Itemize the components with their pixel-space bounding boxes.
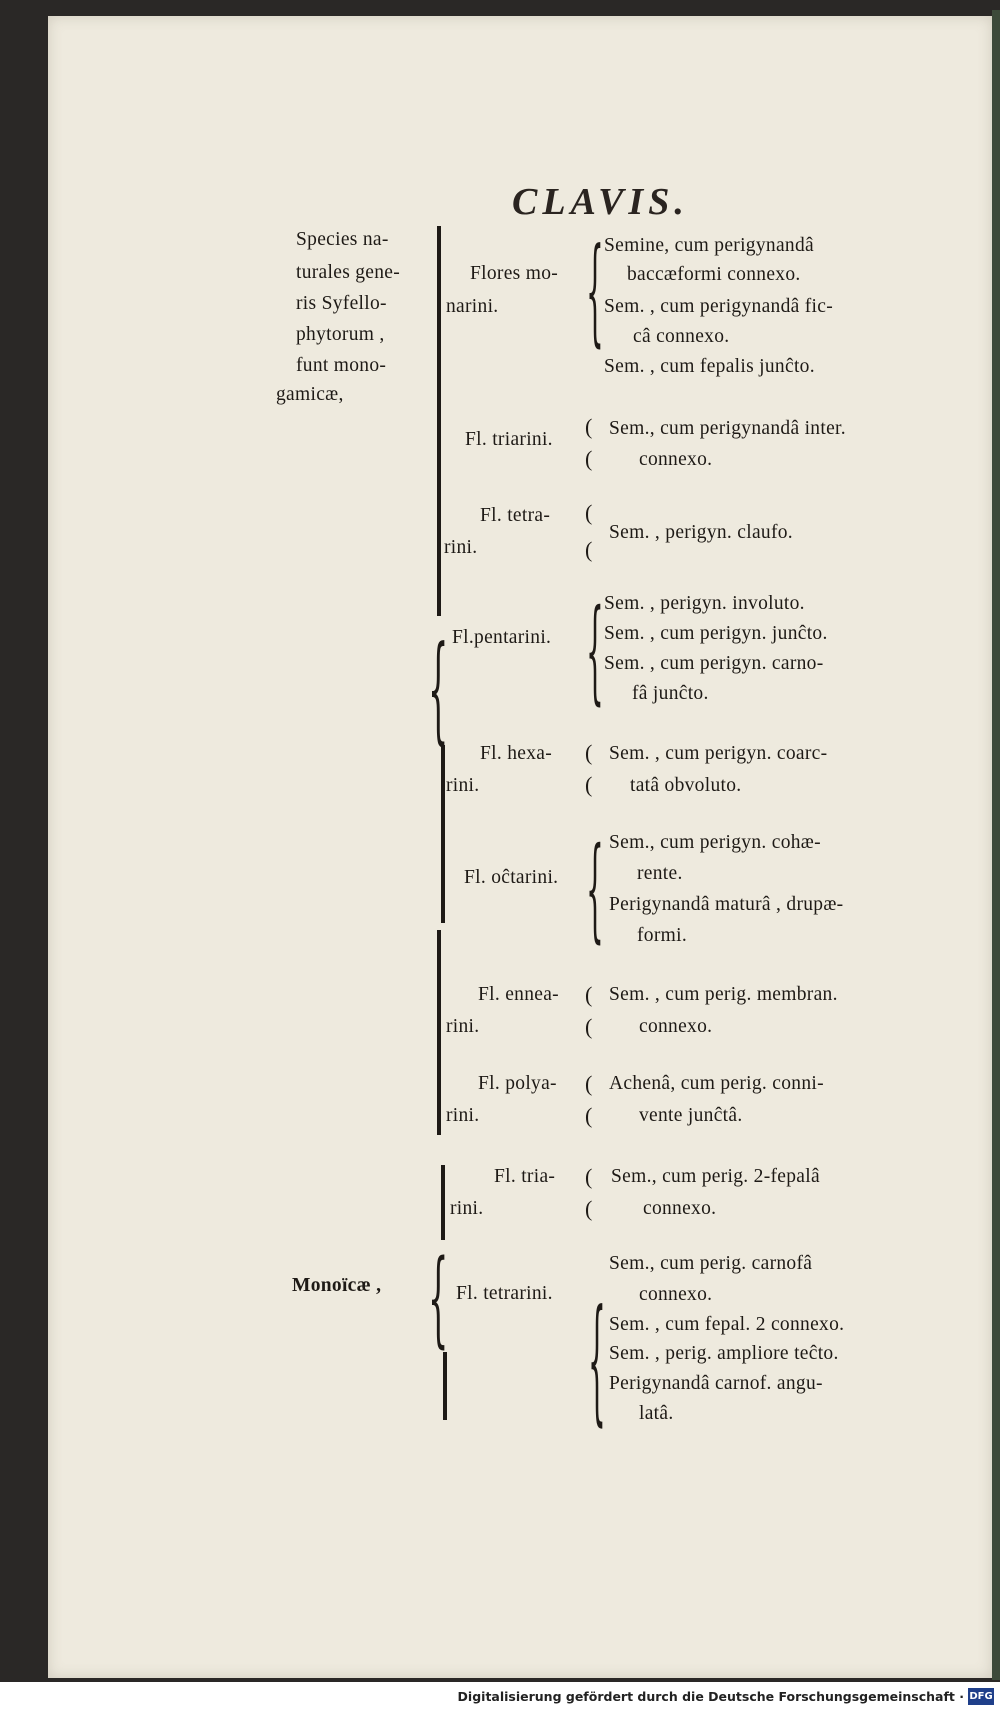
entry-text: Semine, cum perigynandâ: [604, 235, 814, 256]
paren: (: [585, 500, 593, 525]
paren: (: [585, 982, 593, 1007]
entry-brace: {: [586, 588, 604, 717]
paren: (: [585, 1164, 593, 1189]
entry-text: Sem. , perig. ampliore teĉto.: [609, 1343, 839, 1364]
entry-text: connexo.: [639, 1284, 713, 1305]
paren: (: [585, 772, 593, 797]
group-label: rini.: [446, 1016, 480, 1037]
paren: (: [585, 537, 593, 562]
entry-text: connexo.: [639, 1016, 713, 1037]
entry-text: Sem. , cum perigynandâ fic-: [604, 296, 834, 317]
group-label: Fl. oĉtarini.: [464, 867, 559, 888]
entry-text: connexo.: [639, 449, 713, 470]
group-label: Fl. hexa-: [480, 743, 553, 764]
group-label: rini.: [450, 1198, 484, 1219]
entry-text: Sem. , cum perig. membran.: [609, 984, 838, 1005]
species-line: turales gene-: [296, 262, 401, 283]
species-line: phytorum ,: [296, 324, 385, 345]
entry-text: Sem. , cum perigyn. coarc-: [609, 743, 828, 764]
entry-text: Sem., cum perigynandâ inter.: [609, 418, 846, 439]
entry-text: Sem. , perigyn. claufo.: [609, 522, 793, 543]
paren: (: [585, 446, 593, 471]
entry-text: tatâ obvoluto.: [630, 775, 742, 796]
species-line: funt mono-: [296, 355, 387, 376]
page-title: CLAVIS.: [512, 181, 689, 223]
group-label: Fl. tetra-: [480, 505, 551, 526]
entry-text: Sem. , cum fepalis junĉto.: [604, 356, 815, 377]
entry-text: Sem., cum perig. carnofâ: [609, 1253, 813, 1274]
paren: (: [585, 414, 593, 439]
paren: (: [585, 1071, 593, 1096]
footer-bar: [0, 1682, 1000, 1713]
entry-text: Achenâ, cum perig. conni-: [609, 1073, 824, 1094]
group-label: rini.: [446, 1105, 480, 1126]
entry-brace: {: [586, 226, 604, 360]
bracket-rule: [437, 930, 441, 1135]
entry-text: câ connexo.: [633, 326, 730, 347]
dfg-logo: DFG: [968, 1688, 994, 1705]
species-line: gamicæ,: [276, 384, 344, 405]
group-label: Fl. ennea-: [478, 984, 559, 1005]
bracket-rule: [441, 1165, 445, 1240]
group-label: Fl. polya-: [478, 1073, 557, 1094]
group-label: rini.: [446, 775, 480, 796]
entry-text: connexo.: [643, 1198, 717, 1219]
species-line: Species na-: [296, 229, 389, 250]
entry-text: latâ.: [639, 1403, 674, 1424]
entry-text: rente.: [637, 863, 683, 884]
entry-text: Sem. , cum perigyn. carno-: [604, 653, 824, 674]
entry-text: Sem. , perigyn. involuto.: [604, 593, 805, 614]
entry-text: Sem. , cum fepal. 2 connexo.: [609, 1314, 845, 1335]
group-label: Fl. triarini.: [465, 429, 553, 450]
group-label: Fl. tria-: [494, 1166, 556, 1187]
paren: (: [585, 740, 593, 765]
bracket-rule: [443, 1352, 447, 1420]
species-line: ris Syfello-: [296, 293, 387, 314]
entry-brace: {: [586, 826, 604, 955]
entry-text: Perigynandâ carnof. angu-: [609, 1373, 823, 1394]
entry-text: baccæformi connexo.: [627, 264, 801, 285]
group-label: Fl.pentarini.: [452, 627, 552, 648]
entry-text: vente junĉtâ.: [639, 1105, 743, 1126]
monoicae-label: Monoïcæ ,: [292, 1275, 382, 1296]
entry-text: Perigynandâ maturâ , drupæ-: [609, 894, 844, 915]
book-edge: [992, 10, 1000, 1680]
large-brace: {: [428, 624, 449, 758]
entry-text: fâ junĉto.: [632, 683, 709, 704]
footer-text: Digitalisierung gefördert durch die Deutsche Forschungsgemeinschaft ·: [457, 1689, 964, 1704]
group-label: Fl. tetrarini.: [456, 1283, 553, 1304]
entry-text: Sem., cum perig. 2-fepalâ: [611, 1166, 820, 1187]
paren: (: [585, 1014, 593, 1039]
entry-text: Sem., cum perigyn. cohæ-: [609, 832, 821, 853]
paren: (: [585, 1196, 593, 1221]
entry-text: formi.: [637, 925, 687, 946]
entry-brace: {: [588, 1284, 606, 1441]
group-label: rini.: [444, 537, 478, 558]
entry-text: Sem. , cum perigyn. junĉto.: [604, 623, 828, 644]
group-label: narini.: [446, 296, 499, 317]
large-brace: {: [428, 1240, 449, 1360]
bracket-rule: [437, 226, 441, 616]
group-label: Flores mo-: [470, 263, 559, 284]
bracket-rule: [441, 745, 445, 923]
paren: (: [585, 1103, 593, 1128]
